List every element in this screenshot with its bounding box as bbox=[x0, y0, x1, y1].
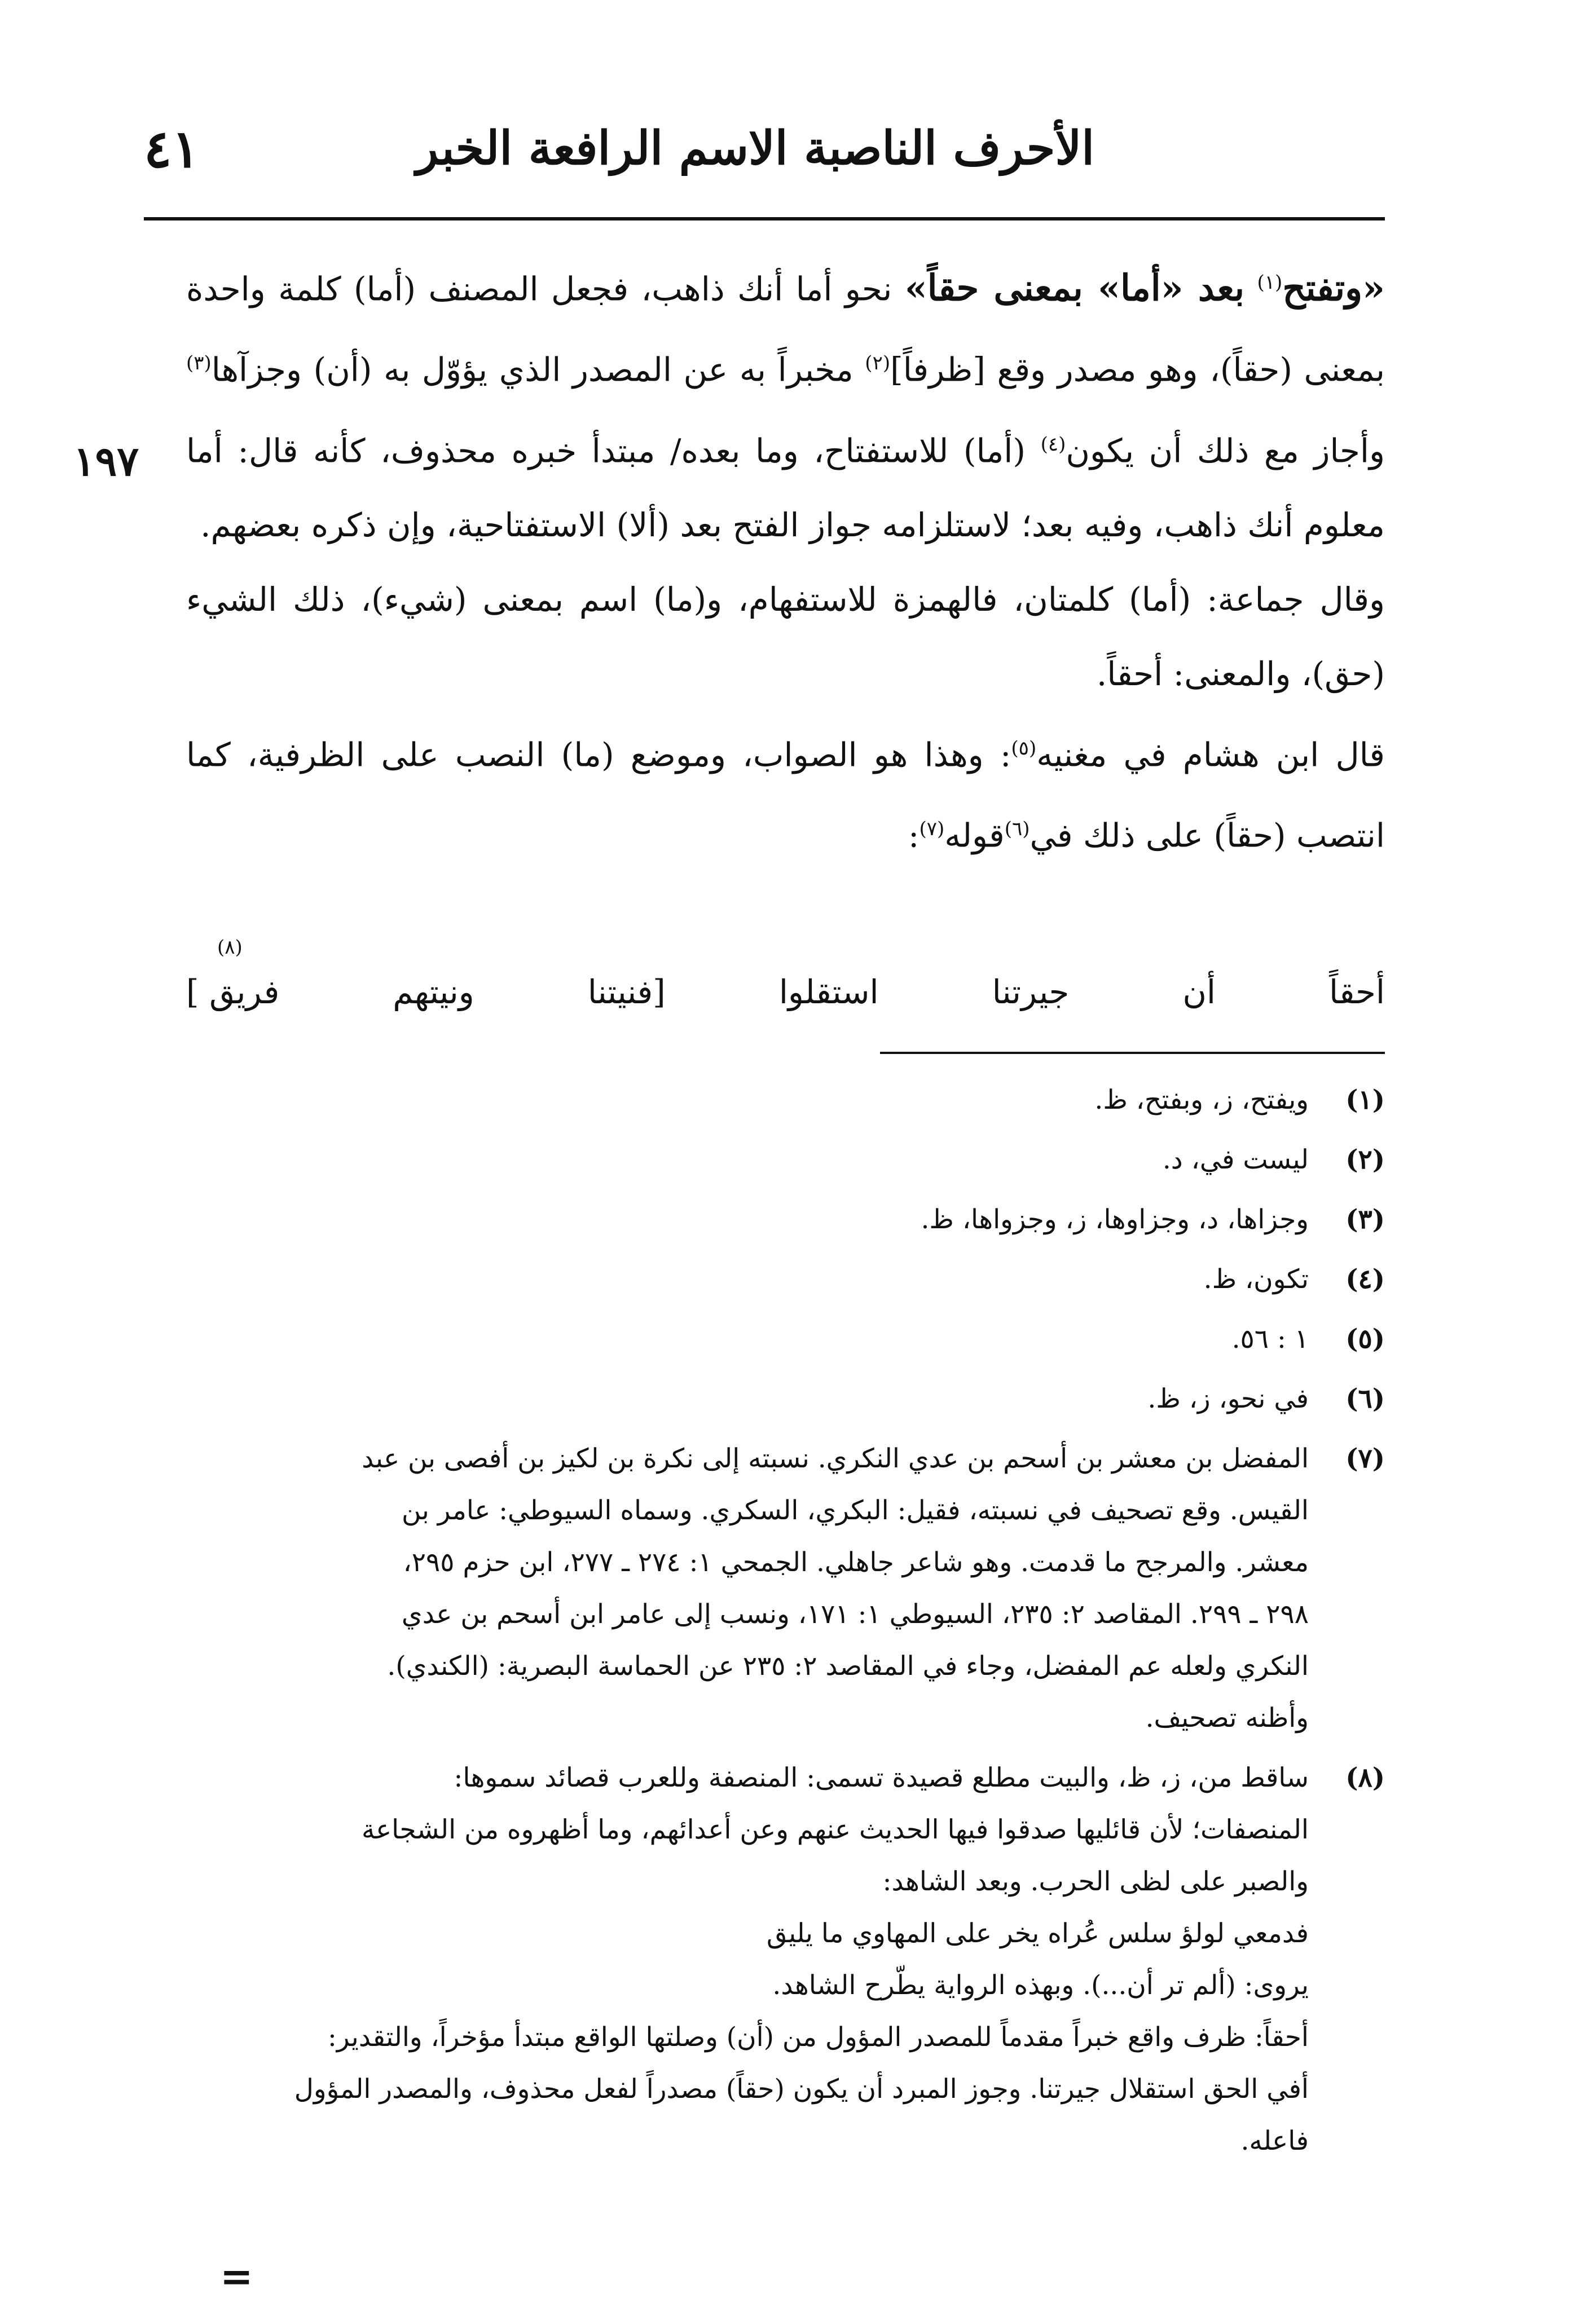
footnote-number: (١) bbox=[1345, 1084, 1385, 1115]
commentary-text: قال ابن هشام في مغنيه bbox=[1036, 735, 1385, 774]
footnote-line: معشر. والمرجح ما قدمت. وهو شاعر جاهلي. الجمحي ١: ٢٧٤ ـ ٢٧٧، ابن حزم ٢٩٥، bbox=[403, 1547, 1309, 1578]
running-header: الأحرف الناصبة الاسم الرافعة الخبر bbox=[416, 121, 1094, 175]
footnote-line: ليست في، د. bbox=[1162, 1144, 1309, 1175]
footnote-ref-6: (٦) bbox=[1004, 818, 1030, 841]
footnote-line: وجزاها، د، وجزاوها، ز، وجزواها، ظ. bbox=[921, 1204, 1309, 1235]
colon: : bbox=[908, 816, 920, 855]
footnote-ref-8: (٨) bbox=[217, 936, 243, 959]
footnote-number: (٣) bbox=[1345, 1204, 1385, 1235]
commentary-text: : وهذا هو الصواب، وموضع (ما) النصب على الظرفية، كما انتصب (حقاً) على ذلك في bbox=[186, 735, 1385, 855]
footnote bbox=[186, 1313, 1385, 1365]
footnote-number: (٨) bbox=[1345, 1762, 1385, 1793]
footnote-text bbox=[186, 1752, 1309, 2167]
continuation-mark: = bbox=[220, 2253, 253, 2300]
footnote bbox=[186, 1254, 1385, 1306]
commentary-text: قوله bbox=[944, 816, 1005, 855]
footnote bbox=[186, 1752, 1385, 2167]
footnote-text bbox=[186, 1134, 1309, 1186]
footnote-text bbox=[186, 1373, 1309, 1425]
footnote-text bbox=[186, 1074, 1309, 1126]
footnote-line: ٢٩٨ ـ ٢٩٩. المقاصد ٢: ٢٣٥، السيوطي ١: ١٧١، ونسب إلى عامر ابن أسحم بن عدي bbox=[401, 1599, 1309, 1630]
footnote-line: أحقاً: ظرف واقع خبراً مقدماً للمصدر المؤول من (أن) وصلتها الواقع مبتدأ مؤخراً، والتقدير: bbox=[328, 2022, 1309, 2053]
footnote-line: فاعله. bbox=[1240, 2125, 1309, 2157]
footnote-number: (٧) bbox=[1345, 1443, 1385, 1474]
footnote-line: المفضل بن معشر بن أسحم بن عدي النكري. نسبته إلى نكرة بن لكيز بن أفصى بن عبد bbox=[362, 1443, 1309, 1474]
footnote-ref-7: (٧) bbox=[919, 818, 945, 841]
verse-word: ونيتهم bbox=[393, 973, 474, 1011]
paragraph-2: وقال جماعة: (أما) كلمتان، فالهمزة للاستفهام، و(ما) اسم بمعنى (شيء)، ذلك الشيء (حق)، والمعنى: أحقاً. bbox=[186, 580, 1385, 693]
matn-quote-start: «وتفتح bbox=[1282, 267, 1385, 310]
footnote-text bbox=[186, 1194, 1309, 1246]
verse-word: أن bbox=[1182, 973, 1216, 1011]
verse-word: أحقاً bbox=[1329, 973, 1385, 1011]
footnote-ref-4: (٤) bbox=[1040, 433, 1066, 456]
verse-word: استقلوا bbox=[778, 973, 879, 1011]
header-divider bbox=[144, 217, 1385, 221]
footnote-ref-5: (٥) bbox=[1011, 737, 1037, 760]
verse-word: فريق ] bbox=[186, 973, 280, 1011]
footnote-ref-3: (٣) bbox=[186, 352, 212, 375]
footnote-line: القيس. وقع تصحيف في نسبته، فقيل: البكري، السكري. وسماه السيوطي: عامر بن bbox=[401, 1495, 1309, 1526]
footnote-text bbox=[186, 1433, 1309, 1744]
footnote-ref-1: (١) bbox=[1257, 271, 1283, 294]
footnote bbox=[186, 1433, 1385, 1744]
commentary-text: مخبراً به عن المصدر الذي يؤوّل به (أن) وجزآها bbox=[211, 350, 854, 389]
footnotes bbox=[186, 1074, 1385, 2175]
footnotes-divider bbox=[880, 1052, 1385, 1054]
page-number: ٤١ bbox=[144, 118, 200, 179]
commentary-text: وأجاز مع ذلك أن يكون bbox=[1066, 431, 1385, 470]
paragraph-1 bbox=[186, 245, 1385, 562]
commentary-text: نحو أما أنك ذاهب، فجعل المصنف (أما) كلمة واحدة بمعنى (حقاً)، وهو مصدر وقع [ظرفاً] bbox=[186, 270, 1385, 389]
footnote bbox=[186, 1194, 1385, 1246]
verse-word: جيرتنا bbox=[992, 973, 1070, 1011]
footnote-line: والصبر على لظى الحرب. وبعد الشاهد: bbox=[882, 1866, 1309, 1897]
matn-quote: بعد «أما» بمعنى حقاً» bbox=[904, 267, 1245, 310]
footnote-text bbox=[186, 1313, 1309, 1365]
footnote-line: المنصفات؛ لأن قائليها صدقوا فيها الحديث عنهم وعن أعدائهم، وما أظهروه من الشجاعة bbox=[361, 1814, 1309, 1845]
footnote-line: ساقط من، ز، ظ، والبيت مطلع قصيدة تسمى: المنصفة وللعرب قصائد سموها: bbox=[454, 1762, 1309, 1793]
footnote-number: (٥) bbox=[1345, 1324, 1385, 1355]
paragraph-3 bbox=[186, 711, 1385, 873]
footnote-line: يروى: (ألم تر أن...). وبهذه الرواية يطّرح الشاهد. bbox=[772, 1970, 1309, 2001]
footnote-line: في نحو، ز، ظ. bbox=[1147, 1383, 1309, 1414]
footnote-line: أفي الحق استقلال جيرتنا. وجوز المبرد أن يكون (حقاً) مصدراً لفعل محذوف، والمصدر المؤول bbox=[294, 2074, 1309, 2105]
footnote-line: النكري ولعله عم المفضل، وجاء في المقاصد ٢: ٢٣٥ عن الحماسة البصرية: (الكندي). bbox=[387, 1651, 1309, 1682]
footnote bbox=[186, 1373, 1385, 1425]
commentary-text: (أما) للاستفتاح، وما بعده/ مبتدأ خبره محذوف، كأنه قال: أما معلوم أنك ذاهب، وفيه بعد؛ لاستلزامه جواز الفتح بعد (ألا) الاستفتاحية، وإن ذكره بعضهم. bbox=[186, 431, 1385, 544]
footnote-line: وأظنه تصحيف. bbox=[1145, 1703, 1309, 1734]
margin-manuscript-reference: ١٩٧ bbox=[73, 437, 139, 485]
footnote-number: (٦) bbox=[1345, 1383, 1385, 1414]
verse-word: [فنيتنا bbox=[587, 973, 666, 1011]
footnote-number: (٤) bbox=[1345, 1264, 1385, 1295]
footnote-line: فدمعي لولؤ سلس عُراه يخر على المهاوي ما يليق bbox=[766, 1918, 1309, 1949]
poetry-verse bbox=[186, 973, 1385, 1011]
footnote-line: تكون، ظ. bbox=[1203, 1264, 1309, 1295]
footnote-number: (٢) bbox=[1345, 1144, 1385, 1175]
footnote bbox=[186, 1074, 1385, 1126]
footnote bbox=[186, 1134, 1385, 1186]
footnote-line: ١ : ٥٦. bbox=[1231, 1324, 1309, 1355]
footnote-text bbox=[186, 1254, 1309, 1306]
main-text bbox=[186, 245, 1385, 873]
footnote-ref-2: (٢) bbox=[865, 352, 891, 375]
footnote-line: ويفتح، ز، وبفتح، ظ. bbox=[1094, 1084, 1309, 1115]
